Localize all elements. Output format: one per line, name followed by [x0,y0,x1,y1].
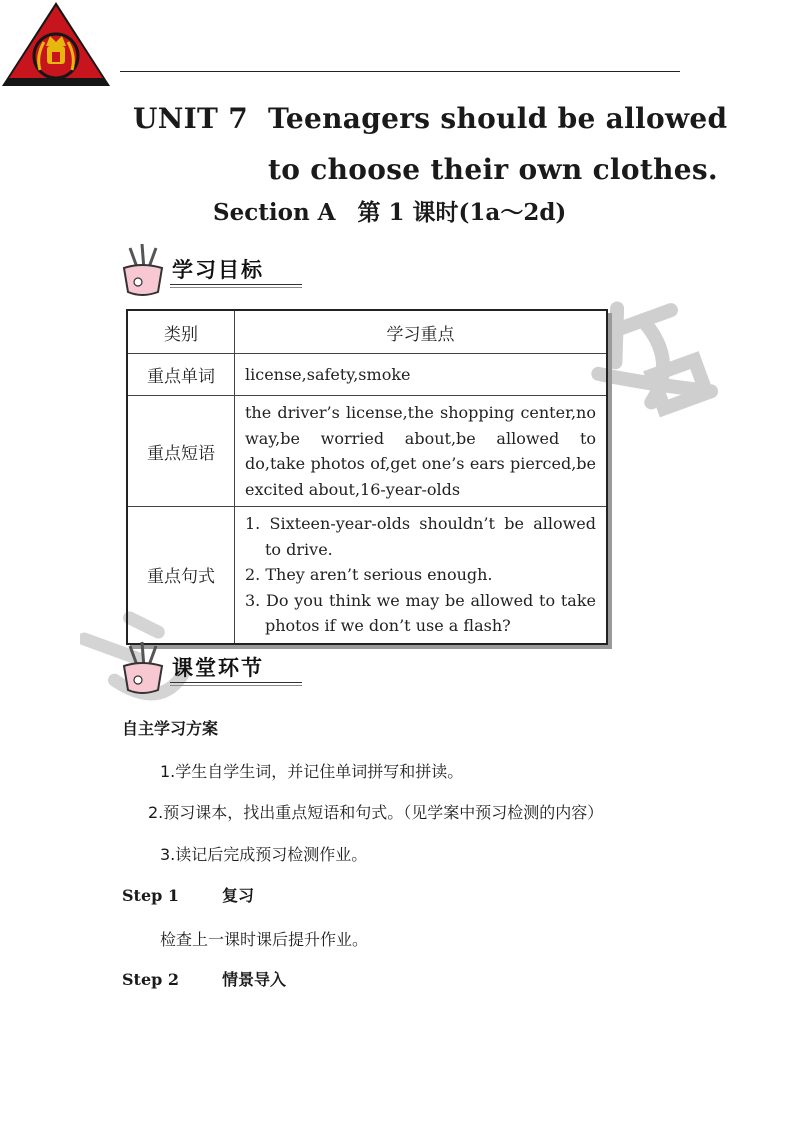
header-focus: 学习重点 [235,310,608,354]
step-1-label: Step 1 [122,886,180,905]
pen-cup-icon [112,638,172,698]
step-2-name: 情景导入 [222,970,287,989]
header-category: 类别 [127,310,235,354]
row-content-sentences [235,507,608,644]
step-1-body: 检查上一课时课后提升作业。 [160,930,369,949]
step-1-name: 复习 [222,886,255,905]
title-text-line1: Teenagers should be allowed [268,102,728,135]
row-content-phrases: the driver’s license,the shopping center,no way,be worried about,be allowed to do,take photos of,get one’s ears pierced,be excited about,16-year-olds [235,396,608,507]
pen-cup-icon [112,240,172,300]
banner-underline-secondary [170,287,302,288]
header-rule [120,71,680,72]
unit-label: UNIT 7 [133,102,248,135]
row-category-words: 重点单词 [127,354,235,396]
sentence-list [245,511,596,639]
classroom-banner [112,638,302,698]
step-2-label: Step 2 [122,970,180,989]
plan-item-2: 2.预习课本，找出重点短语和句式。（见学案中预习检测的内容） [148,803,604,822]
list-item: 2. They aren’t serious enough. [245,565,493,584]
list-item: 3. Do you think we may be allowed to take photos if we don’t use a flash? [245,590,596,635]
unit-title-line1 [133,102,727,135]
banner-underline [170,682,302,683]
lesson-subtitle [213,194,566,227]
table-header-row [127,310,607,354]
row-content-words: license,safety,smoke [235,354,608,396]
objectives-banner-label: 学习目标 [172,258,264,282]
publisher-logo [0,0,112,90]
banner-underline-secondary [170,685,302,686]
objectives-table [126,309,608,645]
plan-heading: 自主学习方案 [122,719,219,738]
unit-title-line2: to choose their own clothes. [268,153,718,186]
table-row [127,396,607,507]
list-item: 1. Sixteen-year-olds shouldn’t be allowed to drive. [245,514,596,559]
lesson-label: 第 1 课时(1a～2d) [357,199,567,226]
table-row [127,507,607,644]
section-label: Section A [213,199,336,226]
objectives-banner [112,240,302,300]
plan-item-3: 3.读记后完成预习检测作业。 [160,845,368,864]
classroom-banner-label: 课堂环节 [172,656,264,680]
step-1-heading [122,883,254,906]
banner-underline [170,284,302,285]
row-category-sentences: 重点句式 [127,507,235,644]
plan-item-1: 1.学生自学生词，并记住单词拼写和拼读。 [160,762,464,781]
table-row [127,354,607,396]
row-category-phrases: 重点短语 [127,396,235,507]
step-2-heading [122,967,286,990]
